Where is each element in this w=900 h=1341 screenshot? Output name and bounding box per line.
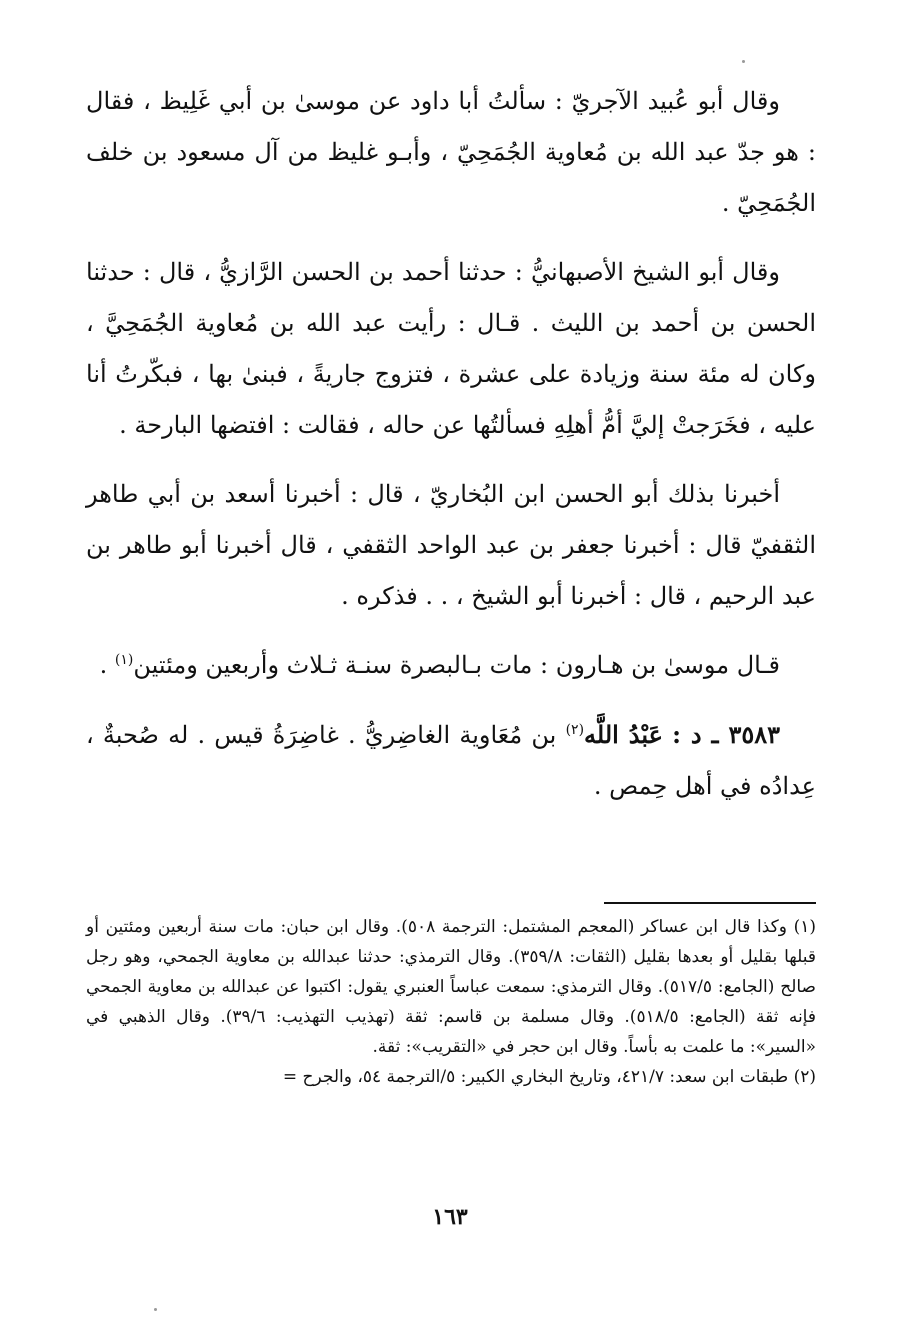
paragraph-1: وقال أبو عُبيد الآجريّ : سألتُ أبا داود عن موسىٰ بن أبي غَلِيظ ، فقال : هو جدّ عبد الله بن مُعاوية الجُمَحِيّ ، وأبـو غليظ من آل مسعود بن خلف الجُمَحِيّ . <box>86 87 816 217</box>
paragraph-4 <box>86 640 816 691</box>
paragraph-4-text: قـال موسىٰ بن هـارون : مات بـالبصرة سنـة ثـلاث وأربعين ومئتين <box>133 651 780 679</box>
entry-text: بن مُعَاوية الغاضِريُّ . غاضِرَةُ قيس . له صُحبةٌ ، عِدادُه في أهل حِمص . <box>86 721 816 800</box>
footnote-separator <box>604 902 816 904</box>
footnote-ref-1: (١) <box>114 652 134 668</box>
paragraph-2: وقال أبو الشيخ الأصبهانيُّ : حدثنا أحمد بن الحسن الرَّازيُّ ، قال : حدثنا الحسن بن أحمد بن الليث . قـال : رأيت عبد الله بن مُعاوية الجُمَحِيَّ ، وكان له مئة سنة وزيادة على عشرة ، فتزوج جاريةً ، فبنىٰ بها ، فبكّرتُ أنا عليه ، فخَرَجتْ إليَّ أمُّ أهلِهِ فسألتُها عن حاله ، فقالت : افتضها البارحة . <box>86 258 816 439</box>
paragraph-3: أخبرنا بذلك أبو الحسن ابن البُخاريّ ، قال : أخبرنا أسعد بن أبي طاهر الثقفيّ قال : أخبرنا جعفر بن عبد الواحد الثقفي ، قال أخبرنا أبو طاهر بن عبد الرحيم ، قال : أخبرنا أبو الشيخ ، . . فذكره . <box>86 480 816 610</box>
biography-entry <box>86 709 816 812</box>
footnote-ref-2: (٢) <box>565 722 585 738</box>
footnote-2: (٢) طبقات ابن سعد: ٤٢١/٧، وتاريخ البخاري الكبير: ٥/الترجمة ٥٤، والجرح = <box>282 1067 816 1087</box>
scan-speck <box>742 60 745 63</box>
scan-speck <box>154 1308 157 1311</box>
entry-name: عَبْدُ اللَّه <box>584 720 663 749</box>
footnote-1: (١) وكذا قال ابن عساكر (المعجم المشتمل: الترجمة ٥٠٨). وقال ابن حبان: مات سنة أربعين ومئتين أو قبلها بقليل أو بعدها بقليل (الثقات: ٣٥٩/٨). وقال الترمذي: حدثنا عبدالله بن معاوية الجمحي، وهو رجل صالح (الجامع: ٥١٧/٥). وقال الترمذي: سمعت عباساً العنبري يقول: اكتبوا عن عبدالله بن معاوية الجمحي فإنه ثقة (الجامع: ٥١٨/٥). وقال مسلمة بن قاسم: ثقة (تهذيب التهذيب: ٣٩/٦). وقال الذهبي في «السير»: ما علمت به بأساً. وقال ابن حجر في «التقريب»: ثقة. <box>86 917 817 1057</box>
paragraph-4-end: . <box>99 651 115 679</box>
footnotes <box>86 912 816 1092</box>
entry-number: ٣٥٨٣ ـ د : <box>672 720 780 749</box>
main-text <box>86 76 816 830</box>
page-number: ١٦٣ <box>432 1204 468 1230</box>
